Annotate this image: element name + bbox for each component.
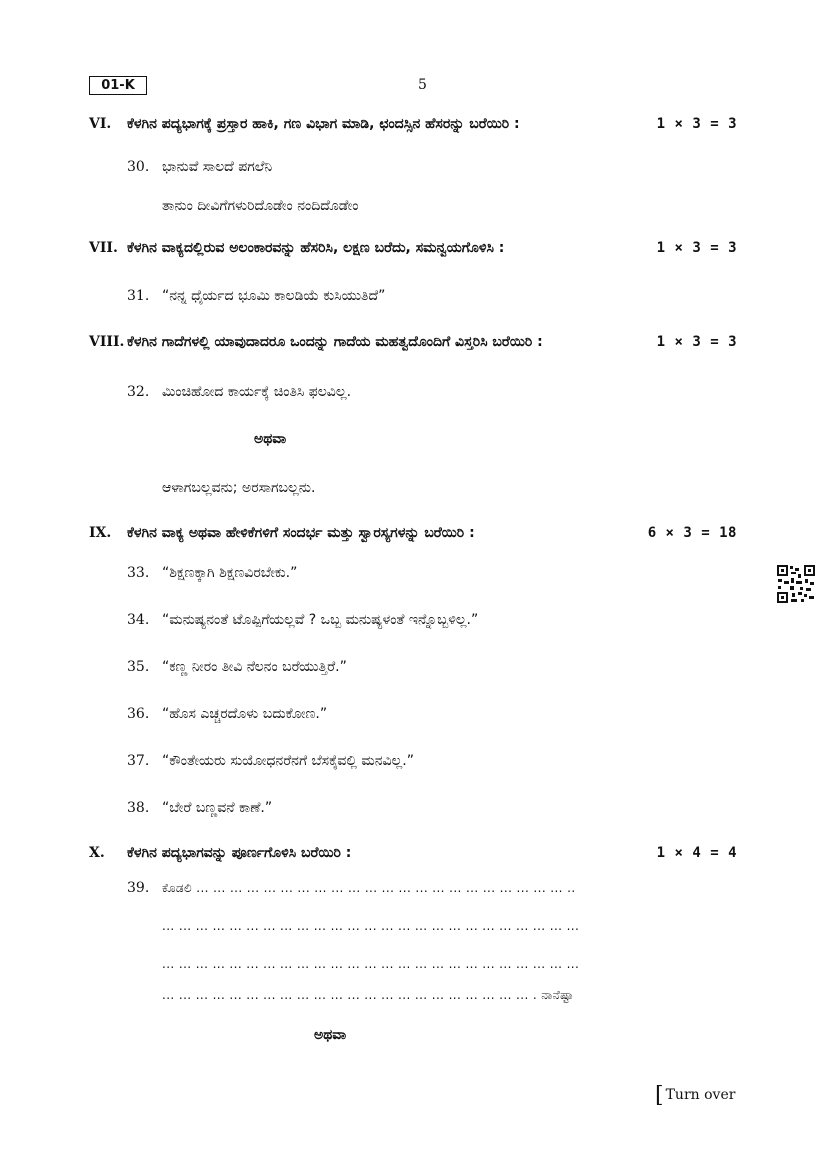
fill-in-line: ಕೊಡಲಿ ... ... ... ... ... ... ... ... ... ... ... ... ... ... ... ... ... ... ... ... ... ... .. — [162, 881, 576, 895]
section-marks: 1 × 3 = 3 — [656, 116, 737, 132]
question-number: 31. — [127, 288, 150, 304]
section-marks: 1 × 3 = 3 — [656, 240, 737, 256]
turn-over-text: Turn over — [665, 1087, 736, 1103]
section-instruction: ಕೆಳಗಿನ ವಾಕ್ಯ ಅಥವಾ ಹೇಳಿಕೆಗಳಿಗೆ ಸಂದರ್ಭ ಮತ್ತು ಸ್ವಾರಸ್ಯಗಳನ್ನು ಬರೆಯಿರಿ : — [127, 525, 475, 541]
question-text: ಆಳಾಗಬಲ್ಲವನು; ಅರಸಾಗಬಲ್ಲನು. — [162, 480, 316, 496]
question-number: 39. — [127, 880, 150, 896]
question-text: ಮಿಂಚಿಹೋದ ಕಾರ್ಯಕ್ಕೆ ಚಿಂತಿಸಿ ಫಲವಿಲ್ಲ. — [162, 384, 352, 400]
section-instruction: ಕೆಳಗಿನ ವಾಕ್ಯದಲ್ಲಿರುವ ಅಲಂಕಾರವನ್ನು ಹೆಸರಿಸಿ, ಲಕ್ಷಣ ಬರೆದು, ಸಮನ್ವಯಗೊಳಿಸಿ : — [127, 240, 505, 256]
question-number: 35. — [127, 659, 150, 675]
question-text: “ಶಿಕ್ಷಣಕ್ಕಾಗಿ ಶಿಕ್ಷಣವಿರಬೇಕು.” — [162, 565, 298, 581]
section-number: IX. — [89, 525, 112, 541]
section-instruction: ಕೆಳಗಿನ ಪದ್ಯಭಾಗವನ್ನು ಪೂರ್ಣಗೊಳಿಸಿ ಬರೆಯಿರಿ : — [127, 845, 352, 861]
section-marks: 1 × 3 = 3 — [656, 334, 737, 350]
question-text: “ಹೊಸ ಎಚ್ಚರದೊಳು ಬದುಕೋಣ.” — [162, 706, 328, 722]
question-text: “ಕಣ್ಣ ನೀರಂ ತೀವಿ ನೆಲನಂ ಬರೆಯುತ್ತಿರೆ.” — [162, 659, 347, 675]
fill-in-line: ... ... ... ... ... ... ... ... ... ... ... ... ... ... ... ... ... ... ... ... ... ... . ನಾನೆಷ್ಟಾ — [162, 988, 574, 1002]
question-text: “ಮನುಷ್ಯನಂತೆ ಟೊಪ್ಪಿಗೆಯಲ್ಲವೆ ? ಒಬ್ಬ ಮನುಷ್ಯಳಂತೆ ಇನ್ನೊಬ್ಬಳಿಲ್ಲ.” — [162, 612, 479, 628]
question-number: 36. — [127, 706, 150, 722]
or-separator: ಅಥವಾ — [314, 1027, 347, 1043]
section-marks: 6 × 3 = 18 — [647, 525, 737, 541]
or-separator: ಅಥವಾ — [254, 431, 287, 447]
question-text: ಭಾನುವೆ ಸಾಲದೆ ಪಗಲೆನಿ — [162, 159, 273, 175]
question-number: 34. — [127, 612, 150, 628]
section-number: VII. — [89, 240, 118, 256]
fill-in-line: ... ... ... ... ... ... ... ... ... ... ... ... ... ... ... ... ... ... ... ... ... ... ... ... ... — [162, 957, 580, 971]
question-text: “ನನ್ನ ಧೈರ್ಯದ ಭೂಮಿ ಕಾಲಡಿಯೆ ಕುಸಿಯುತಿದೆ” — [162, 288, 386, 304]
section-number: X. — [89, 845, 105, 861]
question-number: 30. — [127, 159, 150, 175]
section-number: VIII. — [89, 334, 125, 350]
question-number: 37. — [127, 753, 150, 769]
section-marks: 1 × 4 = 4 — [656, 845, 737, 861]
question-text: “ಕೌಂತೇಯರು ಸುಯೋಧನರೆನಗೆ ಬೆಸಕೈವಲ್ಲಿ ಮನವಿಲ್ಲ.” — [162, 753, 414, 769]
section-number: VI. — [89, 116, 112, 132]
bracket-mark: [ — [655, 1083, 664, 1108]
turn-over-note — [655, 1080, 736, 1108]
section-instruction: ಕೆಳಗಿನ ಪದ್ಯಭಾಗಕ್ಕೆ ಪ್ರಸ್ತಾರ ಹಾಕಿ, ಗಣ ವಿಭಾಗ ಮಾಡಿ, ಛಂದಸ್ಸಿನ ಹೆಸರನ್ನು ಬರೆಯಿರಿ : — [127, 116, 520, 132]
fill-in-line: ... ... ... ... ... ... ... ... ... ... ... ... ... ... ... ... ... ... ... ... ... ... ... ... ... — [162, 919, 580, 933]
question-text: “ಬೇರೆ ಬಣ್ಣವನೆ ಕಾಣೆ.” — [162, 800, 273, 816]
question-text: ತಾನುಂ ದೀವಿಗೆಗಳುರಿದೊಡೇಂ ನಂದಿದೊಡೇಂ — [162, 198, 359, 214]
question-number: 33. — [127, 565, 150, 581]
page-number: 5 — [418, 77, 427, 93]
paper-code: 01-K — [89, 76, 147, 95]
section-instruction: ಕೆಳಗಿನ ಗಾದೆಗಳಲ್ಲಿ ಯಾವುದಾದರೂ ಒಂದನ್ನು ಗಾದೆಯ ಮಹತ್ವದೊಂದಿಗೆ ವಿಸ್ತರಿಸಿ ಬರೆಯಿರಿ : — [127, 334, 543, 350]
question-number: 38. — [127, 800, 150, 816]
question-number: 32. — [127, 384, 150, 400]
qr-code-icon — [776, 564, 816, 604]
